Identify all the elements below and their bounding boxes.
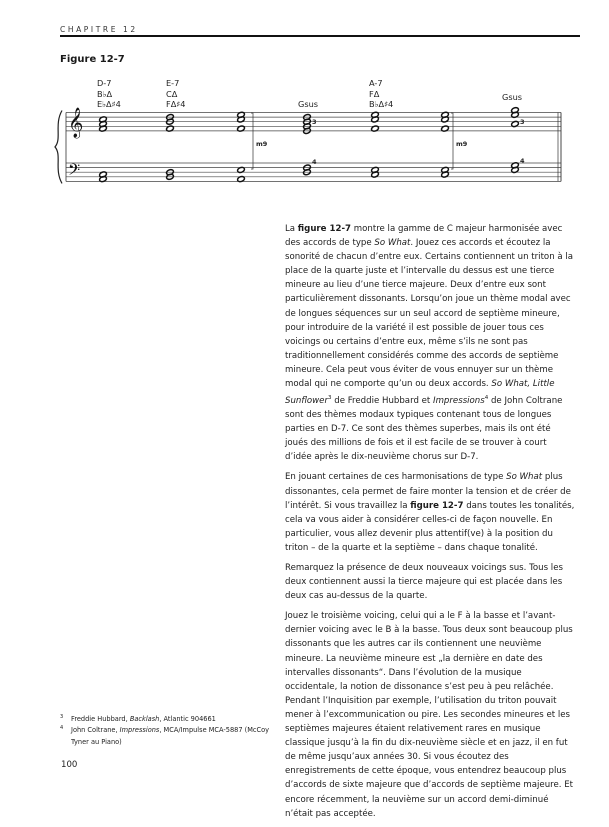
text-run: de John Coltrane sont des thèmes modaux typiques contenant tous de longues parties en D-7. Ce sont des thèmes superbes, mais ils ont été joués des millions de fois et il est facile de se trouver à court d’idée après le dix-neuvième chorus sur D-7. (285, 395, 563, 463)
text-run: Freddie Hubbard, (71, 715, 130, 723)
chord-symbol-group (369, 78, 393, 110)
text-run: , MCA/Impulse MCA-5887 (McCoy Tyner au Piano) (71, 726, 270, 746)
body-text (285, 222, 575, 827)
text-run: John Coltrane, (71, 726, 120, 735)
text-run: La (285, 224, 298, 234)
chord-symbol: E♭Δ♯4 (97, 99, 121, 109)
paragraph (285, 470, 575, 555)
m9-label: m9 (456, 140, 468, 148)
chord-symbol: Gsus (298, 99, 319, 109)
text-run: figure 12-7 (410, 500, 464, 511)
chord-symbol: Gsus (502, 92, 523, 102)
text-run: figure 12-7 (297, 224, 352, 234)
treble-clef-icon: 𝄞 (68, 108, 84, 138)
chord-symbol: A-7 (369, 78, 383, 88)
m9-label: m9 (256, 140, 268, 148)
chord-symbol: CΔ (166, 88, 178, 99)
bass-clef-icon: 𝄢 (68, 161, 81, 183)
text-run: Impressions (119, 726, 160, 735)
text-run: . Jouez ces accords et écoutez la sonorité de chacun d’entre eux. Certains contiennent un triton à la place de la quarte juste et l’intervalle du dessus est une tierce mineure au lieu d’une tierce majeure. Deux d’entre eux sont particulièrement dissonants. Lorsqu’on joue un thème modal avec de longues séquences sur un seul accord de septième mineure, pour introduire de la variété il est possible de jouer tous ces voicings ou certains d’entre eux, même s’ils ne sont pas traditionnellement considérés comme des accords de septième mineure. Cela peut vous éviter de vous ennuyer sur un thème modal qui ne comporte qu’un ou deux accords. (285, 238, 574, 390)
chord-symbol: D-7 (97, 78, 112, 88)
chord-symbol-group (502, 92, 522, 103)
footnote (60, 725, 275, 748)
paragraph (285, 609, 575, 820)
chord-symbol-group (298, 99, 318, 110)
chord-symbol-group (97, 78, 121, 110)
text-run: montre la gamme de C majeur harmonisée avec des accords de type (285, 224, 563, 249)
text-run: , Atlantic 904661 (159, 715, 216, 723)
chord-symbol: B♭Δ (97, 88, 113, 99)
interval-3-label: 3 (520, 118, 525, 126)
paragraph (285, 222, 575, 464)
interval-4-label: 4 (520, 157, 525, 165)
chord-symbol: FΔ♯4 (166, 99, 186, 109)
chord-symbol: B♭Δ♯4 (369, 99, 394, 109)
chord-symbol: FΔ (369, 88, 380, 99)
text-run: Jouez le troisième voicing, celui qui a le F à la basse et l’avant-dernier voicing avec le B à la basse. Tous deux sont beaucoup plus dissonants que les autres car ils contiennent une neuvième mineure. La neuvième mineure est „la dernière en date des intervalles dissonants“. Dans l’évolution de la musique occidentale, la notion de dissonance s’est peu à peu relâchée. Pendant l’Inquisition par exemple, l’utilisation du triton pouvait mener à l’excommunication ou pire. Les secondes mineures et les septièmes majeures étaient relativement rares en musique classique jusqu’à la fin du dix-neuvième siècle et en jazz, il en fut de même jusqu’aux années 30. Si vous écoutez des enregistrements de cette époque, vous entendrez beaucoup plus d’accords de sixte majeure que d’accords de septième majeure. Et encore récemment, la neuvième sur un accord demi-diminué n’était pas acceptée. (285, 611, 574, 819)
text-run: dans toutes les tonalités, cela va vous aider à considérer celles-ci de façon nouvelle. En particulier, vous allez devenir plus attentif(ve) à la position du triton – de la quarte et la septième – dans chaque tonalité. (285, 500, 575, 553)
text-run: So What, Little Sunflower (285, 379, 555, 406)
figure-title: Figure 12-7 (60, 54, 125, 65)
footnote (60, 714, 275, 725)
chord-symbol-group (166, 78, 185, 110)
interval-4-label: 4 (312, 158, 317, 166)
text-run: So What (374, 238, 411, 249)
text-run: Backlash (129, 715, 160, 723)
page-number: 100 (61, 760, 78, 770)
text-run: Impressions (433, 395, 485, 406)
music-score (0, 0, 609, 200)
paragraph (285, 561, 575, 603)
footnote-number: 3 (60, 714, 64, 720)
text-run: Remarquez la présence de deux nouveaux voicings sus. Tous les deux contiennent aussi la tierce majeure qui est placée dans les deux cas au-dessus de la quarte. (285, 563, 563, 602)
footnote-ref: 4 (484, 395, 489, 402)
text-run: de Freddie Hubbard et (331, 395, 434, 406)
chapter-label: CHAPITRE 12 (60, 25, 138, 34)
brace (55, 111, 62, 184)
text-run: So What (506, 472, 543, 483)
footnote-number: 4 (60, 725, 64, 732)
text-run: En jouant certaines de ces harmonisations de type (285, 472, 507, 483)
interval-3-label: 3 (312, 118, 317, 126)
chord-symbol: E-7 (166, 78, 180, 88)
text-run: plus dissonantes, cela permet de faire monter la tension et de créer de l’intérêt. Si vous travaillez la (285, 472, 571, 511)
footnotes (60, 714, 275, 748)
footnote-ref: 3 (328, 395, 332, 402)
